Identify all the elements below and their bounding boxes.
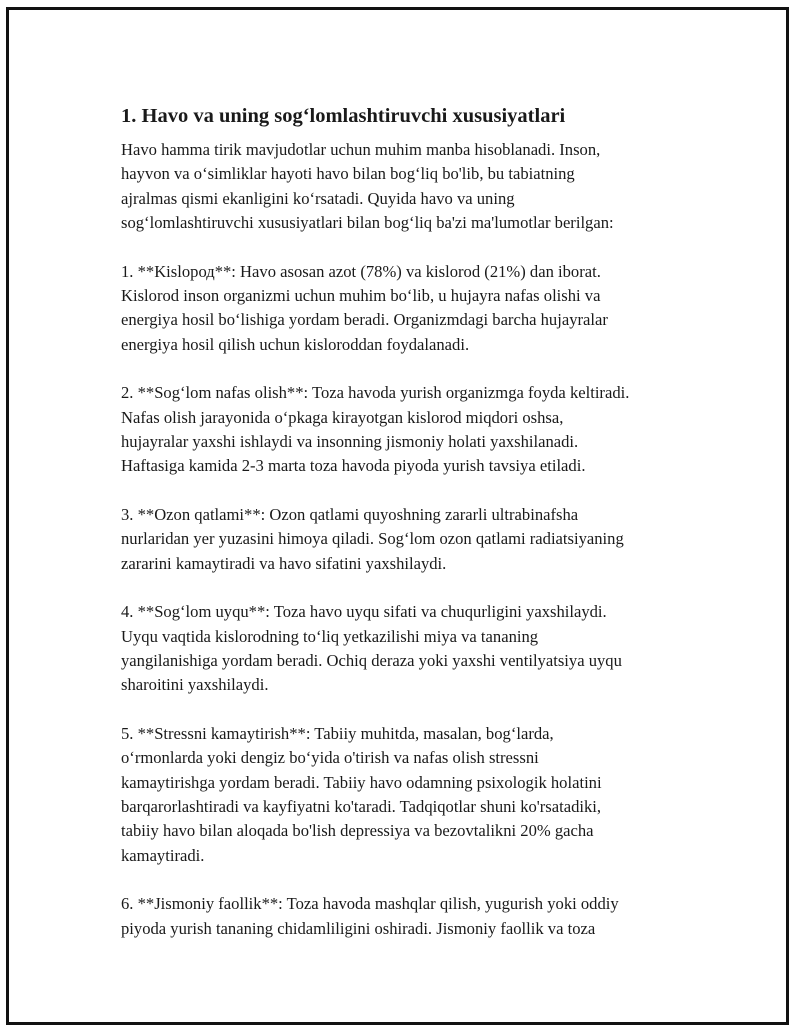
text-line: nurlaridan yer yuzasini himoya qiladi. Sog‘lom ozon qatlami radiatsiyaning: [121, 529, 624, 549]
item-paragraph-stress: [121, 722, 711, 868]
document-content: [121, 102, 711, 965]
text-line: Kislorod inson organizmi uchun muhim bo‘lib, u hujayra nafas olishi va: [121, 286, 601, 306]
text-line: sog‘lomlashtiruvchi xususiyatlari bilan bog‘liq ba'zi ma'lumotlar berilgan:: [121, 213, 614, 233]
text-line: piyoda yurish tananing chidamliligini oshiradi. Jismoniy faollik va toza: [121, 918, 596, 938]
text-line: 5. **Stressni kamaytirish**: Tabiiy muhitda, masalan, bog‘larda,: [121, 723, 554, 743]
text-line: Havo hamma tirik mavjudotlar uchun muhim manba hisoblanadi. Inson,: [121, 140, 601, 159]
text-line: 2. **Sog‘lom nafas olish**: Toza havoda yurish organizmga foyda keltiradi.: [121, 383, 630, 403]
text-line: kamaytirishga yordam beradi. Tabiiy havo odamning psixologik holatini: [121, 772, 602, 792]
text-line: sharoitini yaxshilaydi.: [121, 675, 269, 695]
text-line: barqarorlashtiradi va kayfiyatni ko'taradi. Tadqiqotlar shuni ko'rsatadiki,: [121, 796, 602, 816]
item-paragraph-sleep: [121, 600, 711, 698]
text-line: hayvon va o‘simliklar hayoti havo bilan bog‘liq bo'lib, bu tabiatning: [121, 164, 575, 184]
text-line: 6. **Jismoniy faollik**: Toza havoda mashqlar qilish, yugurish yoki oddiy: [121, 894, 619, 914]
text-line: Haftasiga kamida 2-3 marta toza havoda piyoda yurish tavsiya etiladi.: [121, 456, 586, 476]
text-line: tabiiy havo bilan aloqada bo'lish depressiya va bezovtalikni 20% gacha: [121, 821, 594, 841]
text-line: ajralmas qismi ekanligini ko‘rsatadi. Quyida havo va uning: [121, 188, 515, 208]
text-line: energiya hosil bo‘lishiga yordam beradi. Organizmdagi barcha hujayralar: [121, 310, 608, 330]
text-line: o‘rmonlarda yoki dengiz bo‘yida o'tirish va nafas olish stressni: [121, 748, 539, 768]
intro-paragraph: [121, 138, 711, 236]
text-line: zararini kamaytiradi va havo sifatini yaxshilaydi.: [121, 553, 447, 573]
text-line: Uyqu vaqtida kislorodning to‘liq yetkazilishi miya va tananing: [121, 626, 539, 646]
text-line: kamaytiradi.: [121, 845, 205, 865]
text-line: energiya hosil qilish uchun kisloroddan foydalanadi.: [121, 334, 470, 354]
document-page: [6, 7, 789, 1025]
text-line: Nafas olish jarayonida o‘pkaga kirayotgan kislorod miqdori oshsa,: [121, 407, 564, 427]
text-line: 4. **Sog‘lom uyqu**: Toza havo uyqu sifati va chuqurligini yaxshilaydi.: [121, 602, 607, 622]
item-paragraph-breathing: [121, 381, 711, 479]
text-line: hujayralar yaxshi ishlaydi va insonning jismoniy holati yaxshilanadi.: [121, 432, 579, 452]
text-line: 1. **Kislopод**: Havo asosan azot (78%) va kislorod (21%) dan iborat.: [121, 261, 601, 281]
text-line: 3. **Ozon qatlami**: Ozon qatlami quyoshning zararli ultrabinafsha: [121, 504, 579, 524]
item-paragraph-activity: [121, 892, 711, 941]
text-line: yangilanishiga yordam beradi. Ochiq deraza yoki yaxshi ventilyatsiya uyqu: [121, 650, 622, 670]
document-title: 1. Havo va uning sog‘lomlashtiruvchi xususiyatlari: [121, 105, 566, 127]
item-paragraph-oxygen: [121, 260, 711, 358]
item-paragraph-ozone: [121, 503, 711, 576]
